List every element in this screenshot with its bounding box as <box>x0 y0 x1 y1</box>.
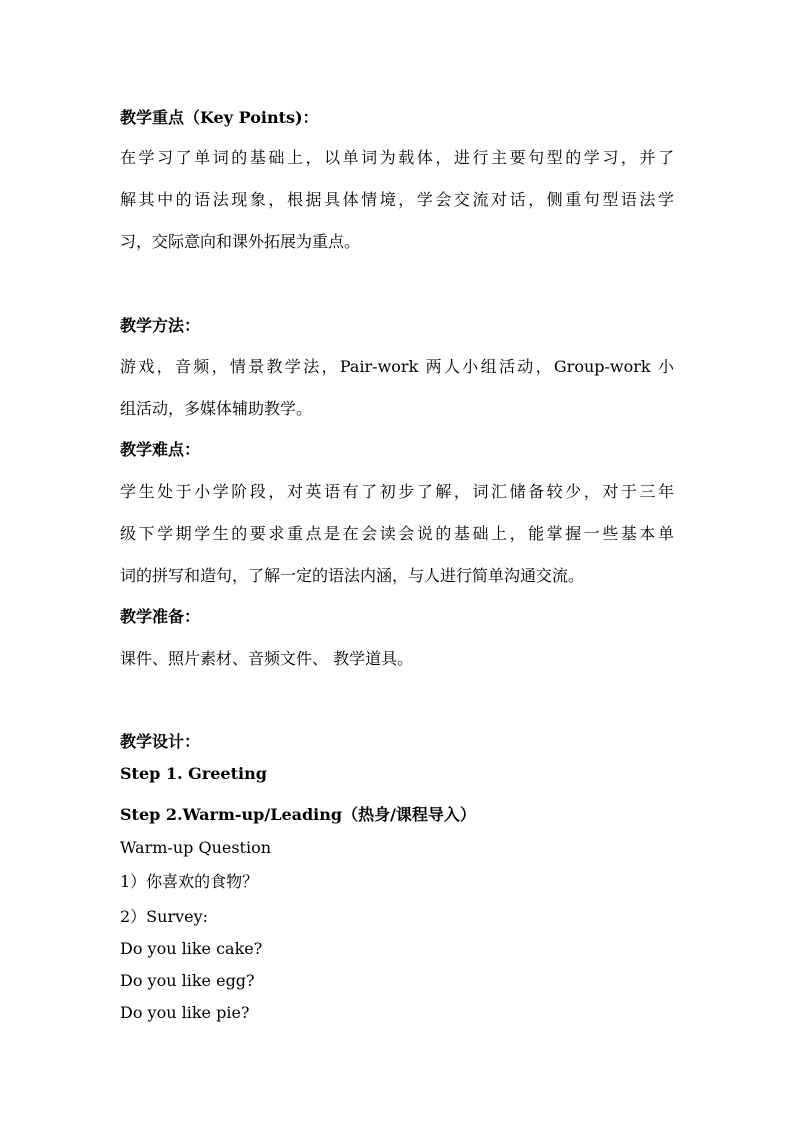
difficulties-heading: 教学难点： <box>120 440 201 459</box>
difficulties-line: 学生处于小学阶段，对英语有了初步了解，词汇储备较少，对于三年 <box>120 482 674 501</box>
question-1: 1）你喜欢的食物？ <box>120 872 259 891</box>
methods-heading: 教学方法： <box>120 316 201 335</box>
key-points-line: 解其中的语法现象，根据具体情境，学会交流对话，侧重句型语法学 <box>120 190 674 209</box>
survey-question: Do you like cake? <box>120 939 263 958</box>
methods-line: 游戏，音频，情景教学法，Pair-work 两人小组活动，Group-work 小 <box>120 357 674 376</box>
methods-line: 组活动，多媒体辅助教学。 <box>120 399 313 418</box>
warmup-question-label: Warm-up Question <box>120 838 272 857</box>
preparation-line: 课件、照片素材、音频文件、 教学道具。 <box>120 649 414 668</box>
difficulties-line: 词的拼写和造句，了解一定的语法内涵，与人进行简单沟通交流。 <box>120 566 585 585</box>
key-points-line: 习，交际意向和课外拓展为重点。 <box>120 232 361 251</box>
difficulties-line: 级下学期学生的要求重点是在会读会说的基础上，能掌握一些基本单 <box>120 524 674 543</box>
preparation-heading: 教学准备： <box>120 607 201 626</box>
key-points-line: 在学习了单词的基础上，以单词为载体，进行主要句型的学习，并了 <box>120 148 674 167</box>
step-2-heading: Step 2.Warm-up/Leading（热身/课程导入） <box>120 805 476 824</box>
question-2: 2）Survey: <box>120 907 209 926</box>
step-1-heading: Step 1. Greeting <box>120 764 267 783</box>
survey-question: Do you like pie? <box>120 1003 250 1022</box>
design-heading: 教学设计： <box>120 732 201 751</box>
key-points-heading: 教学重点（Key Points)： <box>120 108 319 127</box>
survey-question: Do you like egg? <box>120 971 255 990</box>
